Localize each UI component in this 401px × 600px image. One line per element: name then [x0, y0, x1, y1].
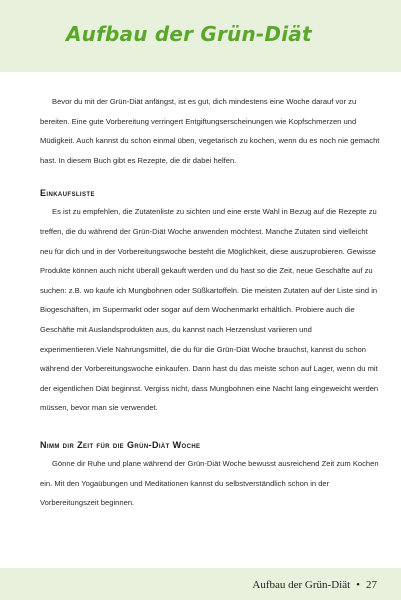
- page-number: 27: [366, 579, 377, 591]
- section-heading-einkaufsliste: Einkaufsliste: [40, 188, 95, 199]
- einkaufsliste-paragraph: Es ist zu empfehlen, die Zutatenliste zu sichten und eine erste Wahl in Bezug auf die Rezepte zu treffen, die du während der Grün-Diät Woche anwenden möchtest. Manche Zutaten sind vielleicht neu für dich und in der Vorbereitungswoche besteht die Möglichkeit, diese auszuprobieren. Gewisse Produkte können auch nicht überall gekauft werden und du hast so die Zeit, neue Geschäfte auf zu suchen: z.B. wo kaufe ich Mungbohnen oder Süßkartoffeln. Die meisten Zutaten auf der Liste sind in Biogeschäften, im Supermarkt oder sogar auf dem Wochenmarkt erhältlich. Probiere auch die Geschäfte mit Auslandsprodukten aus, du kannst nach Herzenslust variieren und experimentieren.Viele Nahrungsmittel, die du für die Grün-Diät Woche brauchst, kannst du schon während der Vorbereitungswoche einkaufen. Dann hast du das meiste schon auf Lager, wenn du mit der eigentlichen Diät beginnst. Vergiss nicht, dass Mungbohnen eine Nacht lang eingeweicht werden müssen, bevor man sie verwendet.: [40, 207, 379, 413]
- running-title: Aufbau der Grün-Diät: [252, 579, 351, 591]
- running-footer: [252, 579, 377, 591]
- section-heading-zeit: Nimm dir Zeit für die Grün-Diät Woche: [40, 439, 201, 450]
- intro-paragraph: Bevor du mit der Grün-Diät anfängst, ist es gut, dich mindestens eine Woche darauf vor zu bereiten. Eine gute Vorbereitung verringert Entgiftungserscheinungen wie Kopfschmerzen und Müdigkeit. Auch kannst du schon einmal üben, vegetarisch zu kochen, wenn du es noch nie gemacht hast. In diesem Buch gibt es Rezepte, die dir dabei helfen.: [40, 97, 380, 165]
- page-title: Aufbau der Grün-Diät: [66, 22, 312, 46]
- page-content: [40, 92, 380, 513]
- footer-separator: •: [356, 579, 360, 591]
- zeit-paragraph: Gönne dir Ruhe und plane während der Grün-Diät Woche bewusst ausreichend Zeit zum Kochen ein. Mit den Yogaübungen und Meditationen kannst du selbstverständlich schon in der Vorbereitungszeit beginnen.: [40, 458, 379, 508]
